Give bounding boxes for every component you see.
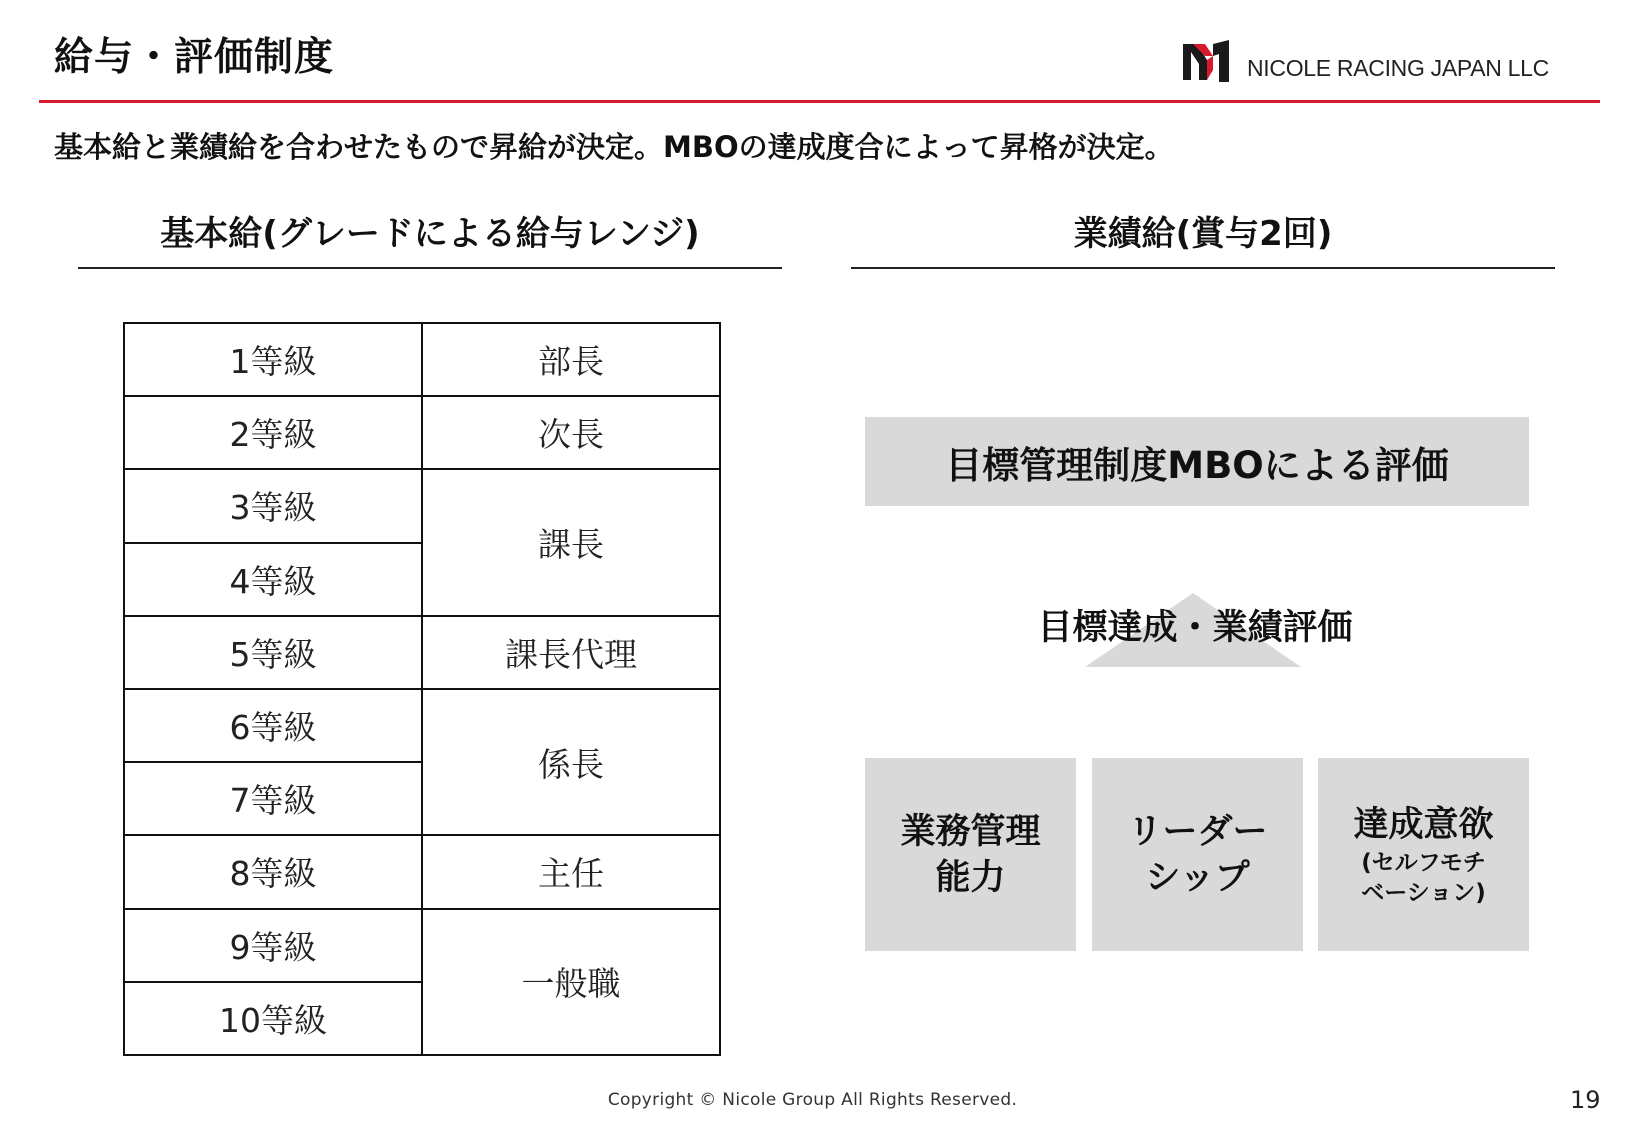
company-logo bbox=[1183, 40, 1549, 82]
table-row bbox=[124, 909, 720, 982]
grade-cell: 3等級 bbox=[124, 469, 422, 542]
table-row bbox=[124, 396, 720, 469]
criterion-line: 能力 bbox=[935, 857, 1006, 898]
page-title: 給与・評価制度 bbox=[54, 35, 335, 80]
title-cell: 一般職 bbox=[422, 909, 720, 1056]
table-row bbox=[124, 616, 720, 689]
criterion-note: ベーション) bbox=[1361, 879, 1486, 906]
mbo-evaluation-box: 目標管理制度MBOによる評価 bbox=[865, 417, 1529, 506]
grade-cell: 10等級 bbox=[124, 982, 422, 1055]
title-cell: 主任 bbox=[422, 835, 720, 908]
grade-cell: 1等級 bbox=[124, 323, 422, 396]
grade-cell: 6等級 bbox=[124, 689, 422, 762]
nicole-logo-icon bbox=[1183, 40, 1241, 82]
grade-cell: 7等級 bbox=[124, 762, 422, 835]
table-row bbox=[124, 835, 720, 908]
page-number: 19 bbox=[1570, 1086, 1601, 1114]
header-divider bbox=[39, 100, 1600, 103]
criterion-line: シップ bbox=[1145, 857, 1250, 898]
table-row bbox=[124, 689, 720, 762]
title-cell: 課長代理 bbox=[422, 616, 720, 689]
performance-pay-heading-rule bbox=[851, 267, 1555, 269]
criterion-line: リーダー bbox=[1127, 811, 1268, 852]
criterion-business-management bbox=[865, 758, 1076, 951]
grade-cell: 8等級 bbox=[124, 835, 422, 908]
title-cell: 課長 bbox=[422, 469, 720, 615]
criterion-note: (セルフモチ bbox=[1361, 849, 1486, 876]
grade-cell: 5等級 bbox=[124, 616, 422, 689]
logo-text: NICOLE RACING JAPAN LLC bbox=[1247, 55, 1549, 81]
grade-table bbox=[123, 322, 721, 1056]
goal-achievement-label: 目標達成・業績評価 bbox=[1037, 608, 1353, 648]
base-salary-heading-rule bbox=[78, 267, 782, 269]
base-salary-heading: 基本給(グレードによる給与レンジ) bbox=[160, 214, 700, 254]
title-cell: 次長 bbox=[422, 396, 720, 469]
grade-cell: 2等級 bbox=[124, 396, 422, 469]
grade-cell: 4等級 bbox=[124, 543, 422, 616]
title-cell: 係長 bbox=[422, 689, 720, 835]
table-row bbox=[124, 469, 720, 542]
criterion-motivation bbox=[1318, 758, 1529, 951]
criterion-line: 達成意欲 bbox=[1353, 804, 1494, 845]
copyright-text: Copyright © Nicole Group All Rights Reserved. bbox=[607, 1090, 1018, 1110]
title-cell: 部長 bbox=[422, 323, 720, 396]
criterion-line: 業務管理 bbox=[900, 811, 1041, 852]
table-row bbox=[124, 323, 720, 396]
grade-cell: 9等級 bbox=[124, 909, 422, 982]
summary-text: 基本給と業績給を合わせたもので昇給が決定。MBOの達成度合によって昇格が決定。 bbox=[54, 130, 1174, 164]
performance-pay-heading: 業績給(賞与2回) bbox=[1073, 214, 1333, 254]
criterion-leadership bbox=[1092, 758, 1303, 951]
